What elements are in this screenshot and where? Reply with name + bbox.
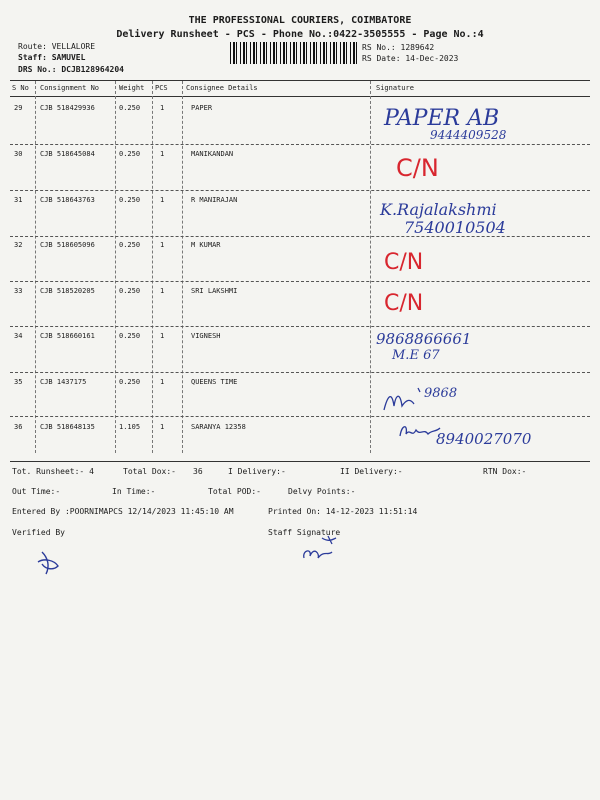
rs-number: RS No.: 1289642: [362, 43, 435, 52]
total-dox-label: Total Dox:-: [123, 467, 176, 476]
staff-signature: [298, 532, 352, 564]
row-sno: 31: [14, 196, 23, 204]
col-header-signature: Signature: [376, 84, 414, 92]
tot-runsheet: Tot. Runsheet:- 4: [12, 467, 94, 476]
row-sno: 30: [14, 150, 23, 158]
col-divider: [115, 81, 116, 453]
row-sno: 34: [14, 332, 23, 340]
row-weight: 0.250: [119, 378, 141, 386]
company-title: THE PROFESSIONAL COURIERS, COIMBATORE: [188, 15, 412, 26]
row-sno: 35: [14, 378, 23, 386]
row-pcs: 1: [160, 104, 165, 112]
row-consignee: M KUMAR: [191, 241, 221, 249]
row-pcs: 1: [160, 241, 165, 249]
signature-phone: 9868866661: [376, 330, 472, 348]
row-pcs: 1: [160, 287, 165, 295]
scribble-signature: [380, 382, 424, 416]
entered-by: Entered By :POORNIMAPCS 12/14/2023 11:45:10 AM: [12, 507, 234, 516]
row-pcs: 1: [160, 150, 165, 158]
row-divider: [10, 416, 590, 417]
row-weight: 0.250: [119, 104, 141, 112]
staff-signature-label: Staff Signature: [268, 528, 341, 537]
row-consignment-no: CJB 518648135: [40, 423, 95, 431]
signature-phone: 7540010504: [404, 218, 506, 237]
row-divider: [10, 372, 590, 373]
staff-label: Staff: SAMUVEL: [18, 53, 86, 62]
signature-handwritten: M.E 67: [392, 348, 440, 363]
row-weight: 0.250: [119, 287, 141, 295]
total-dox-value: 36: [193, 467, 203, 476]
row-divider: [10, 190, 590, 191]
signature-handwritten: PAPER AB: [384, 106, 500, 131]
row-weight: 0.250: [119, 332, 141, 340]
row-divider: [10, 144, 590, 145]
col-header-consignment: Consignment No: [40, 84, 100, 92]
row-divider: [10, 326, 590, 327]
row-divider: [10, 236, 590, 237]
route-label: Route: VELLALORE: [18, 42, 96, 51]
rs-date: RS Date: 14-Dec-2023: [362, 54, 459, 63]
row-sno: 36: [14, 423, 23, 431]
row-consignee: PAPER: [191, 104, 213, 112]
verified-by: Verified By: [12, 528, 65, 537]
row-pcs: 1: [160, 378, 165, 386]
cn-mark: C/N: [396, 154, 439, 182]
in-time: In Time:-: [112, 487, 156, 496]
printed-on: Printed On: 14-12-2023 11:51:14: [268, 507, 418, 516]
col-divider: [152, 81, 153, 453]
row-consignee: QUEENS TIME: [191, 378, 238, 386]
col-header-sno: S No: [12, 84, 29, 92]
col-divider: [182, 81, 183, 453]
out-time: Out Time:-: [12, 487, 61, 496]
cn-mark: C/N: [384, 250, 424, 275]
table-top-rule: [10, 80, 590, 81]
verifier-signature: [34, 548, 64, 578]
drs-number: DRS No.: DCJB128964204: [18, 65, 124, 74]
row-weight: 0.250: [119, 196, 141, 204]
ii-delivery: II Delivery:-: [340, 467, 403, 476]
total-pod: Total POD:-: [208, 487, 261, 496]
col-header-consignee: Consignee Details: [186, 84, 258, 92]
row-weight: 1.105: [119, 423, 141, 431]
row-pcs: 1: [160, 423, 165, 431]
row-consignment-no: CJB 1437175: [40, 378, 87, 386]
row-consignment-no: CJB 518660161: [40, 332, 95, 340]
signature-phone: 9868: [424, 386, 458, 401]
row-weight: 0.250: [119, 150, 141, 158]
row-consignee: R MANIRAJAN: [191, 196, 238, 204]
col-divider: [370, 81, 371, 453]
table-header-rule: [10, 96, 590, 97]
cn-mark: C/N: [384, 291, 424, 316]
col-header-pcs: PCS: [155, 84, 168, 92]
i-delivery: I Delivery:-: [228, 467, 286, 476]
rtn-dox: RTN Dox:-: [483, 467, 527, 476]
col-divider: [35, 81, 36, 453]
row-divider: [10, 281, 590, 282]
row-pcs: 1: [160, 196, 165, 204]
row-consignee: VIGNESH: [191, 332, 221, 340]
row-sno: 33: [14, 287, 23, 295]
col-header-weight: Weight: [119, 84, 145, 92]
runsheet-title: Delivery Runsheet - PCS - Phone No.:0422-3505555 - Page No.:4: [116, 29, 484, 40]
signature-phone: 9444409528: [430, 128, 507, 142]
delvy-points: Delvy Points:-: [288, 487, 356, 496]
row-pcs: 1: [160, 332, 165, 340]
row-consignment-no: CJB 518520205: [40, 287, 95, 295]
row-consignment-no: CJB 518643763: [40, 196, 95, 204]
row-consignee: SARANYA 12358: [191, 423, 246, 431]
row-consignee: MANIKANDAN: [191, 150, 234, 158]
row-consignment-no: CJB 518429936: [40, 104, 95, 112]
signature-phone: 8940027070: [436, 430, 532, 448]
row-consignee: SRI LAKSHMI: [191, 287, 238, 295]
signature-handwritten: K.Rajalakshmi: [380, 200, 497, 219]
row-sno: 29: [14, 104, 23, 112]
barcode: [230, 42, 358, 64]
row-sno: 32: [14, 241, 23, 249]
row-weight: 0.250: [119, 241, 141, 249]
row-consignment-no: CJB 518645084: [40, 150, 95, 158]
row-consignment-no: CJB 518605096: [40, 241, 95, 249]
table-bottom-rule: [10, 461, 590, 462]
